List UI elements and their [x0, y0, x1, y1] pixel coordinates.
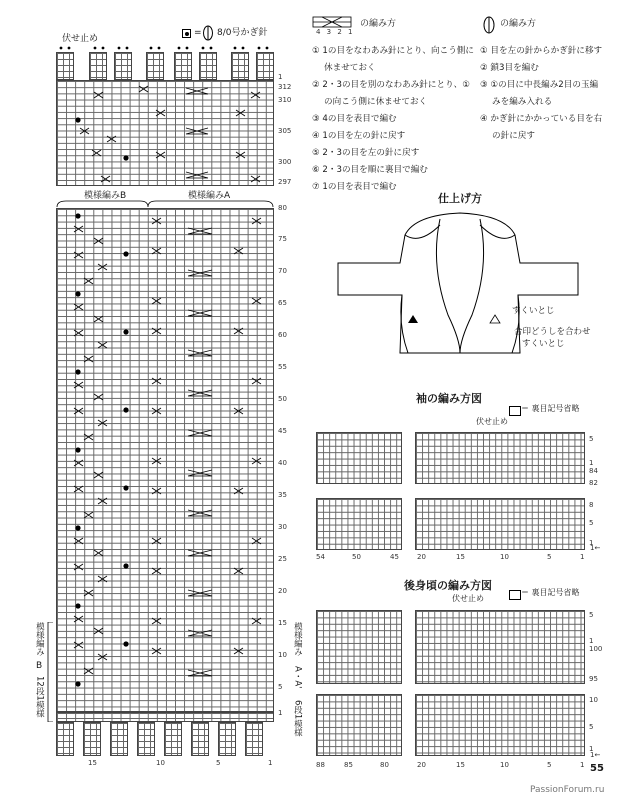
blank-cell-symbol	[509, 406, 521, 416]
finishing-title: 仕上げ方	[438, 192, 482, 205]
back-grid-bottom-right	[415, 694, 585, 756]
page-number: 55	[590, 763, 604, 774]
back-row-numbers: 5 1 100 95 10 5 1	[589, 611, 603, 753]
match-label: 合印どうしを合わせ	[514, 327, 591, 337]
pattern-a-label: 模様編みA	[188, 191, 231, 201]
sleeve-row-numbers: 5 1 84 82 8 5 1	[589, 435, 598, 547]
match-label-2: すくいとじ	[522, 339, 565, 349]
left-side-note: 模様編み B 12段1模様	[34, 622, 45, 718]
back-grid-top-left	[316, 610, 402, 684]
left-bracket	[46, 622, 54, 722]
blank-cell-symbol-2	[509, 590, 521, 600]
top-row-numbers: 1 312 310 305 300 297	[278, 73, 292, 186]
top-rib-columns	[56, 52, 274, 80]
right-side-note: 模様編み A・A' 6段1模様	[292, 622, 303, 737]
sleeve-title: 袖の編み方図	[416, 392, 482, 405]
main-chart: 伏せ止め = 8/0号かぎ針 1 312 310 305 300 297 模様編みB 模様編みA 80 75 70 65 60 55 50 45 40 35 30 25 20 15 10 5 1 模様編み B 12段1模様 模様編み A・A' 6段1模様 15 10 5 1	[0, 0, 300, 800]
back-col-numbers: 88 85 80 20 15 10 5 1	[316, 761, 585, 769]
cable-howto: の編み方 4 3 2 1 ① 1の目をなわあみ針にとり、向こう側に 休ませておく ② 2・3の目を別のなわあみ針にとり、① の向こう側に休ませておく ③ 4の目を表目で編む ④ 1の目を左の針に戻す ⑤ 2・3の目を左の針に戻す ⑥ 2・3の目を順に裏目で編む ⑦ 1の目を表目で編む	[312, 16, 472, 186]
bottom-rib-columns	[56, 712, 274, 756]
sleeve-grid-top-left	[316, 432, 402, 484]
crochet-hook-icon	[202, 25, 214, 41]
back-legend: ＝ 裏目記号省略	[521, 588, 580, 597]
sleeve-grid-bottom-right	[415, 498, 585, 550]
bind-off-marks	[55, 44, 285, 52]
hook-size-label: 8/0号かぎ針	[217, 28, 268, 38]
bobble-howto: の編み方 ① 目を左の針からかぎ針に移す ② 鎖3目を編む ③ ①の目に中長編み2目の玉編 みを編み入れる ④ かぎ針にかかっている目を右 の針に戻す	[480, 16, 628, 146]
main-row-numbers: 80 75 70 65 60 55 50 45 40 35 30 25 20 15 10 5 1	[278, 204, 287, 717]
sleeve-bind-off: 伏せ止め	[476, 417, 508, 426]
sleeve-arrow: 1←	[590, 544, 601, 552]
watermark: PassionForum.ru	[530, 785, 605, 795]
seam-label: すくいとじ	[512, 306, 555, 316]
main-col-numbers: 15 10 5 1	[88, 759, 273, 767]
back-grid-top-right	[415, 610, 585, 684]
bind-off-label: 伏せ止め	[62, 34, 99, 44]
back-title: 後身頃の編み方図	[404, 579, 492, 592]
top-chart-stitches	[56, 80, 274, 186]
back-bind-off: 伏せ止め	[452, 594, 484, 603]
sleeve-col-numbers: 54 50 45 20 15 10 5 1	[316, 553, 585, 561]
main-chart-stitches	[56, 208, 274, 712]
bobble-legend-symbol	[182, 29, 191, 38]
sleeve-grid-top-right	[415, 432, 585, 484]
sleeve-legend: ＝ 裏目記号省略	[521, 404, 580, 413]
sleeve-grid-bottom-left	[316, 498, 402, 550]
bobble-symbol-icon	[482, 16, 496, 34]
back-arrow: 1←	[590, 751, 601, 759]
back-grid-bottom-left	[316, 694, 402, 756]
pattern-b-label: 模様編みB	[84, 191, 127, 201]
